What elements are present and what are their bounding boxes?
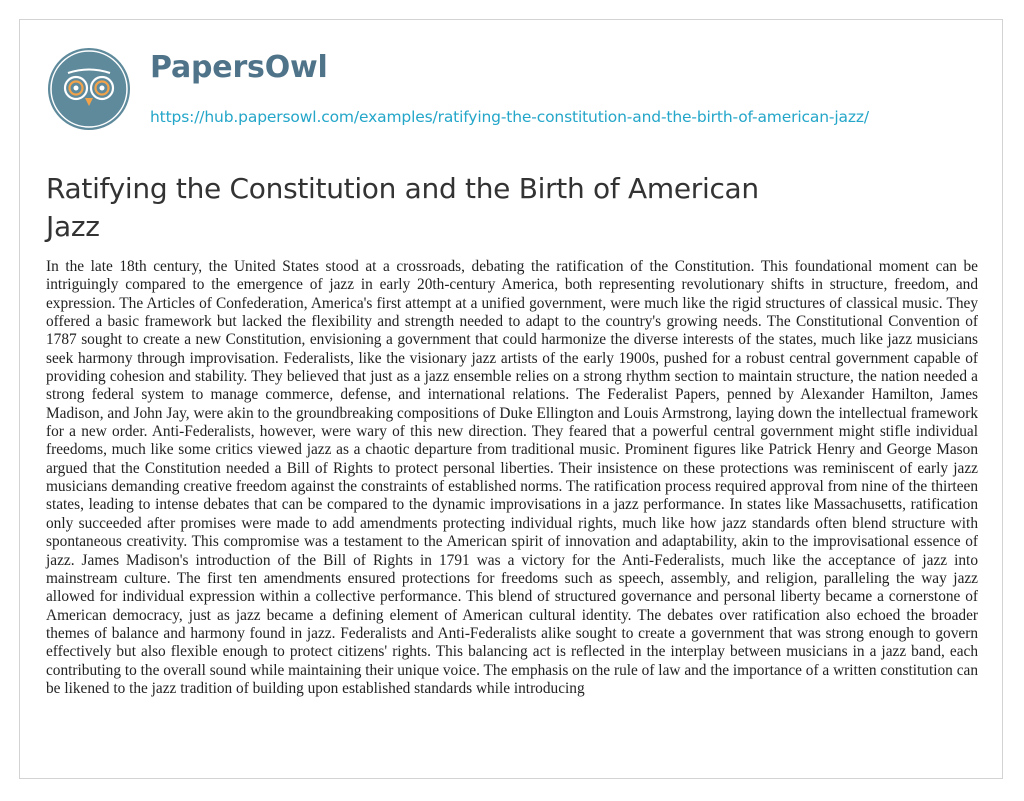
document-title: Ratifying the Constitution and the Birth of American Jazz	[46, 172, 759, 243]
header	[46, 46, 976, 132]
source-url-link[interactable]: https://hub.papersowl.com/examples/ratifying-the-constitution-and-the-birth-of-american-jazz/	[150, 108, 869, 126]
owl-logo-icon	[46, 46, 132, 132]
brand-name: PapersOwl	[150, 50, 328, 85]
document-body: In the late 18th century, the United States stood at a crossroads, debating the ratification of the Constitution. This foundational moment can be intriguingly compared to the emergence of jazz in early 20th-century America, both representing revolutionary shifts in structure, freedom, and expression. The Articles of Confederation, America's first attempt at a unified government, were much like the rigid structures of classical music. They offered a basic framework but lacked the flexibility and strength needed to adapt to the country's growing needs. The Constitutional Convention of 1787 sought to create a new Constitution, envisioning a government that could harmonize the diverse interests of the states, much like jazz musicians seek harmony through improvisation. Federalists, like the visionary jazz artists of the early 1900s, pushed for a robust central government capable of providing cohesion and stability. They believed that just as a jazz ensemble relies on a strong rhythm section to maintain structure, the nation needed a strong federal system to manage commerce, defense, and international relations. The Federalist Papers, penned by Alexander Hamilton, James Madison, and John Jay, were akin to the groundbreaking compositions of Duke Ellington and Louis Armstrong, laying down the intellectual framework for a new order. Anti-Federalists, however, were wary of this new direction. They feared that a powerful central government might stifle individual freedoms, much like some critics viewed jazz as a chaotic departure from traditional music. Prominent figures like Patrick Henry and George Mason argued that the Constitution needed a Bill of Rights to protect personal liberties. Their insistence on these protections was reminiscent of early jazz musicians demanding creative freedom against the constraints of established norms. The ratification process required approval from nine of the thirteen states, leading to intense debates that can be compared to the dynamic improvisations in a jazz performance. In states like Massachusetts, ratification only succeeded after promises were made to add amendments protecting individual rights, much like how jazz standards often blend structure with spontaneous creativity. This compromise was a testament to the American spirit of innovation and adaptability, akin to the improvisational essence of jazz. James Madison's introduction of the Bill of Rights in 1791 was a victory for the Anti-Federalists, much like the acceptance of jazz into mainstream culture. The first ten amendments ensured protections for freedoms such as speech, assembly, and religion, paralleling the way jazz allowed for individual expression within a collective performance. This blend of structured governance and personal liberty became a cornerstone of American democracy, just as jazz became a defining element of American cultural identity. The debates over ratification also echoed the broader themes of balance and harmony found in jazz. Federalists and Anti-Federalists alike sought to create a government that was strong enough to govern effectively but also flexible enough to protect citizens' rights. This balancing act is reflected in the interplay between musicians in a jazz band, each contributing to the overall sound while maintaining their unique voice. The emphasis on the rule of law and the importance of a written constitution can be likened to the jazz tradition of building upon established standards while introducing	[46, 258, 978, 697]
